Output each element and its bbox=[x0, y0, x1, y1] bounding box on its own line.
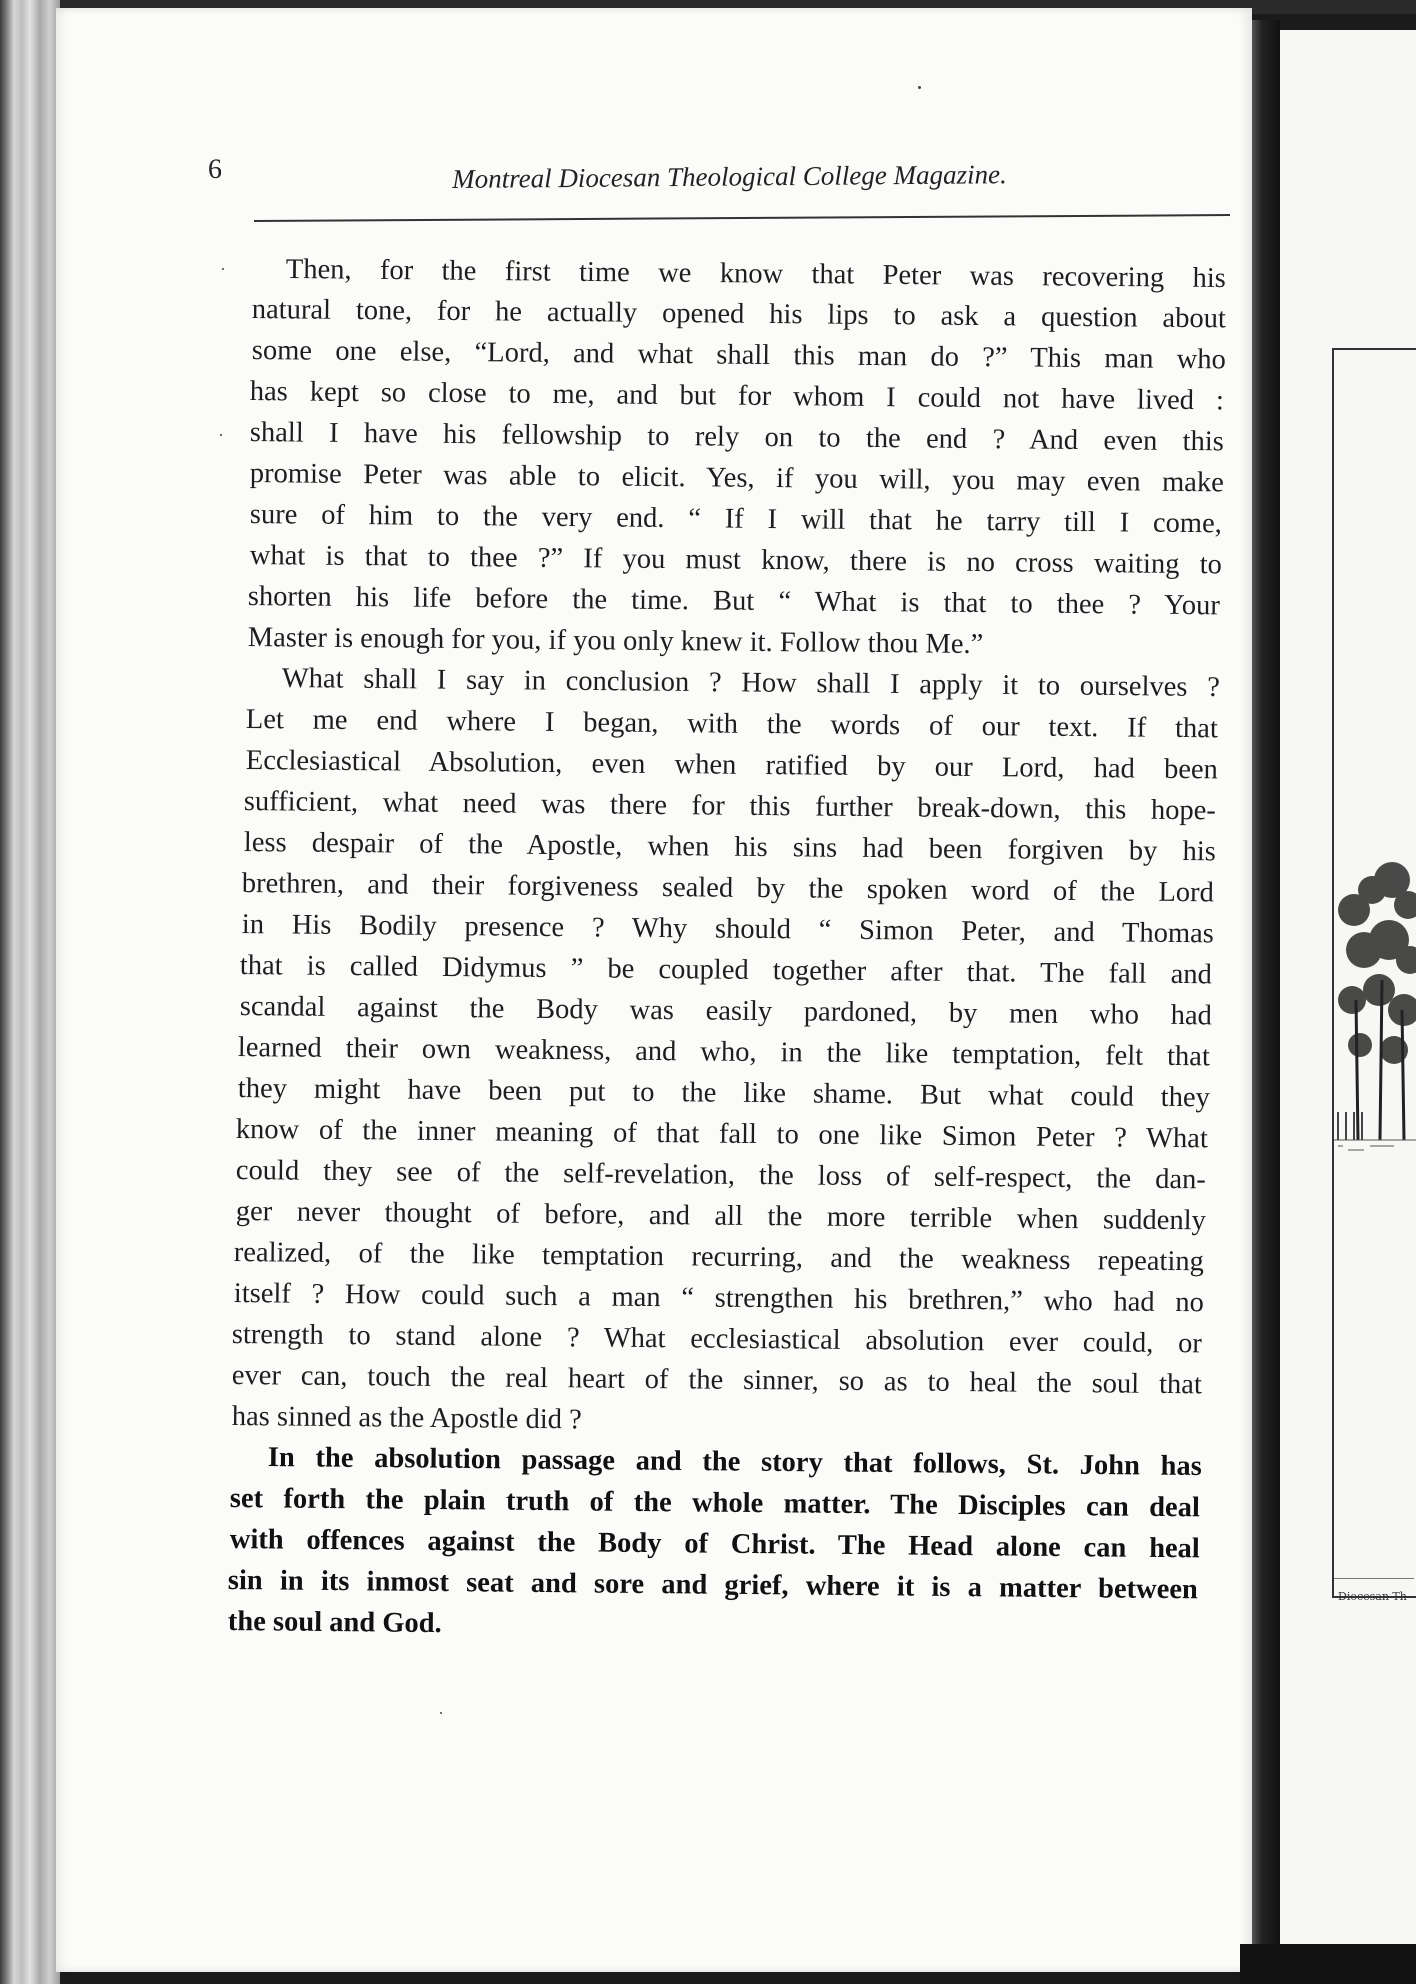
text-line: know of the inner meaning of that fall to one like Simon Peter ? What bbox=[235, 1114, 1208, 1155]
text-line: Then, for the first time we know that Peter was recovering his bbox=[285, 254, 1226, 295]
text-line: shall I have his fellowship to rely on to the end ? And even this bbox=[249, 417, 1224, 458]
text-line: has sinned as the Apostle did ? bbox=[231, 1401, 582, 1436]
page-number: 6 bbox=[207, 153, 223, 186]
text-line: they might have been put to the like shame. But what could they bbox=[237, 1073, 1210, 1114]
text-line: that is called Didymus ” be coupled together after that. The fall and bbox=[239, 950, 1212, 991]
text-line: Master is enough for you, if you only knew it. Follow thou Me.” bbox=[247, 622, 984, 661]
text-line: some one else, “Lord, and what shall this man do ?” This man who bbox=[251, 335, 1226, 376]
text-line: in His Bodily presence ? Why should “ Simon Peter, and Thomas bbox=[241, 909, 1214, 950]
text-line: In the absolution passage and the story that follows, St. John has bbox=[267, 1442, 1202, 1482]
text-line: natural tone, for he actually opened his lips to ask a question about bbox=[251, 294, 1226, 335]
scan-speck bbox=[440, 1712, 442, 1714]
text-line: scandal against the Body was easily pardoned, by men who had bbox=[239, 991, 1212, 1032]
text-line: could they see of the self-revelation, the loss of self-respect, the dan- bbox=[235, 1155, 1206, 1196]
text-line: promise Peter was able to elicit. Yes, if you will, you may even make bbox=[249, 458, 1224, 499]
facing-page-caption: Diocesan Th bbox=[1338, 1590, 1407, 1603]
text-line: ger never thought of before, and all the more terrible when suddenly bbox=[235, 1196, 1206, 1237]
text-line: ever can, touch the real heart of the sinner, so as to heal the soul that bbox=[231, 1360, 1202, 1401]
scan-speck bbox=[918, 86, 921, 89]
text-line: Let me end where I began, with the words of our text. If that bbox=[245, 704, 1218, 745]
text-line: sure of him to the very end. “ If I will that he tarry till I come, bbox=[249, 499, 1222, 540]
text-line: What shall I say in conclusion ? How shall I apply it to ourselves ? bbox=[281, 663, 1220, 704]
text-line: what is that to thee ?” If you must know, there is no cross waiting to bbox=[249, 540, 1222, 581]
text-line: has kept so close to me, and but for whom I could not have lived : bbox=[249, 376, 1224, 417]
text-line: set forth the plain truth of the whole matter. The Disciples can deal bbox=[229, 1483, 1200, 1524]
text-line: with offences against the Body of Christ. The Head alone can heal bbox=[229, 1524, 1200, 1565]
text-line: sin in its inmost seat and sore and grief, where it is a matter between bbox=[227, 1565, 1198, 1606]
text-line: learned their own weakness, and who, in the like temptation, felt that bbox=[237, 1032, 1210, 1073]
running-head: Montreal Diocesan Theological College Magazine. bbox=[452, 159, 1007, 194]
scan-speck bbox=[220, 434, 222, 436]
text-line: sufficient, what need was there for this further break-down, this hope- bbox=[243, 786, 1216, 827]
text-line: Ecclesiastical Absolution, even when ratified by our Lord, had been bbox=[245, 745, 1218, 786]
text-line: shorten his life before the time. But “ What is that to thee ? Your bbox=[247, 581, 1220, 622]
text-line: less despair of the Apostle, when his sins had been forgiven by his bbox=[243, 827, 1216, 868]
text-line: itself ? How could such a man “ strengthen his brethren,” who had no bbox=[233, 1278, 1204, 1319]
scan-speck bbox=[222, 268, 224, 270]
text-line: realized, of the like temptation recurring, and the weakness repeating bbox=[233, 1237, 1204, 1278]
text-line: brethren, and their forgiveness sealed by the spoken word of the Lord bbox=[241, 868, 1214, 909]
text-line: strength to stand alone ? What ecclesiastical absolution ever could, or bbox=[231, 1319, 1202, 1360]
text-line: the soul and God. bbox=[227, 1606, 442, 1640]
